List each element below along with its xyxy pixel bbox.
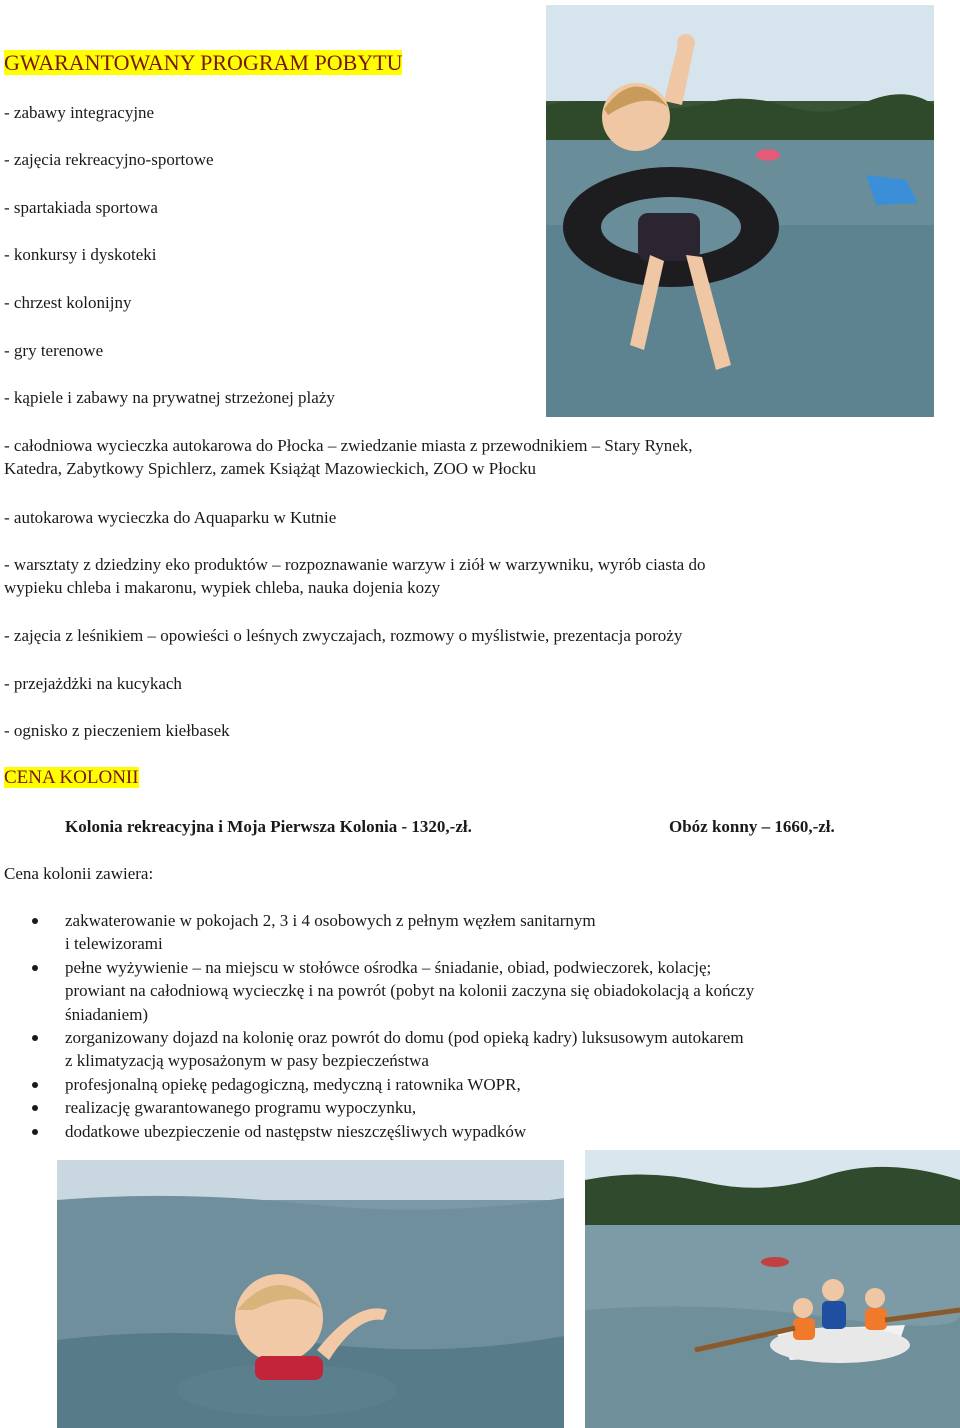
program-item: - gry terenowe <box>4 341 104 360</box>
program-item: - konkursy i dyskoteki <box>4 245 157 264</box>
includes-item: zorganizowany dojazd na kolonię oraz powrót do domu (pod opieką kadry) luksusowym autokarem z klimatyzacją wyposażonym w pasy bezpieczeństwa <box>0 1026 920 1073</box>
trip-plock-line-2: Katedra, Zabytkowy Spichlerz, zamek Książąt Mazowieckich, ZOO w Płocku <box>4 459 537 478</box>
includes-item: realizację gwarantowanego programu wypoczynku, <box>0 1096 920 1119</box>
includes-item: dodatkowe ubezpieczenie od następstw nieszczęśliwych wypadków <box>0 1120 920 1143</box>
photo-kids-in-boat <box>585 1150 960 1428</box>
workshops-line-1: - warsztaty z dziedziny eko produktów – rozpoznawanie warzyw i ziół w warzywniku, wyrób ciasta do <box>4 555 706 574</box>
program-item: - zabawy integracyjne <box>4 103 155 122</box>
includes-list <box>0 909 920 1143</box>
workshops-line-2: wypieku chleba i makaronu, wypiek chleba, nauka dojenia kozy <box>4 578 441 597</box>
forester-activities: - zajęcia z leśnikiem – opowieści o leśnych zwyczajach, rozmowy o myślistwie, prezentacja poroży <box>4 626 683 645</box>
program-item: - zajęcia rekreacyjno-sportowe <box>4 150 214 169</box>
trip-plock-line-1: - całodniowa wycieczka autokarowa do Płocka – zwiedzanie miasta z przewodnikiem – Stary Rynek, <box>4 436 693 455</box>
program-heading <box>4 49 402 77</box>
bonfire: - ognisko z pieczeniem kiełbasek <box>4 721 230 740</box>
includes-label: Cena kolonii zawiera: <box>4 864 154 883</box>
includes-item: pełne wyżywienie – na miejscu w stołówce ośrodka – śniadanie, obiad, podwieczorek, kolację; prowiant na całodniową wycieczkę i na powrót (pobyt na kolonii zaczyna się obiadokolacją a kończy śniadaniem) <box>0 956 920 1026</box>
program-item: - chrzest kolonijny <box>4 293 132 312</box>
program-item: - spartakiada sportowa <box>4 198 158 217</box>
photo-girl-swimming <box>57 1160 564 1428</box>
includes-item: profesjonalną opiekę pedagogiczną, medyczną i ratownika WOPR, <box>0 1073 920 1096</box>
includes-item: zakwaterowanie w pokojach 2, 3 i 4 osobowych z pełnym węzłem sanitarnym i telewizorami <box>0 909 920 956</box>
pony-rides: - przejażdżki na kucykach <box>4 674 182 693</box>
price-horse-camp: Obóz konny – 1660,-zł. <box>669 817 835 836</box>
program-heading-text: GWARANTOWANY PROGRAM POBYTU <box>4 50 403 75</box>
photo-girl-jumping-tube <box>546 5 934 417</box>
program-item: - kąpiele i zabawy na prywatnej strzeżonej plaży <box>4 388 335 407</box>
price-recreational: Kolonia rekreacyjna i Moja Pierwsza Kolonia - 1320,-zł. <box>65 817 472 836</box>
trip-aquapark: - autokarowa wycieczka do Aquaparku w Kutnie <box>4 508 337 527</box>
price-heading-text: CENA KOLONII <box>4 767 139 788</box>
price-heading <box>4 766 139 790</box>
